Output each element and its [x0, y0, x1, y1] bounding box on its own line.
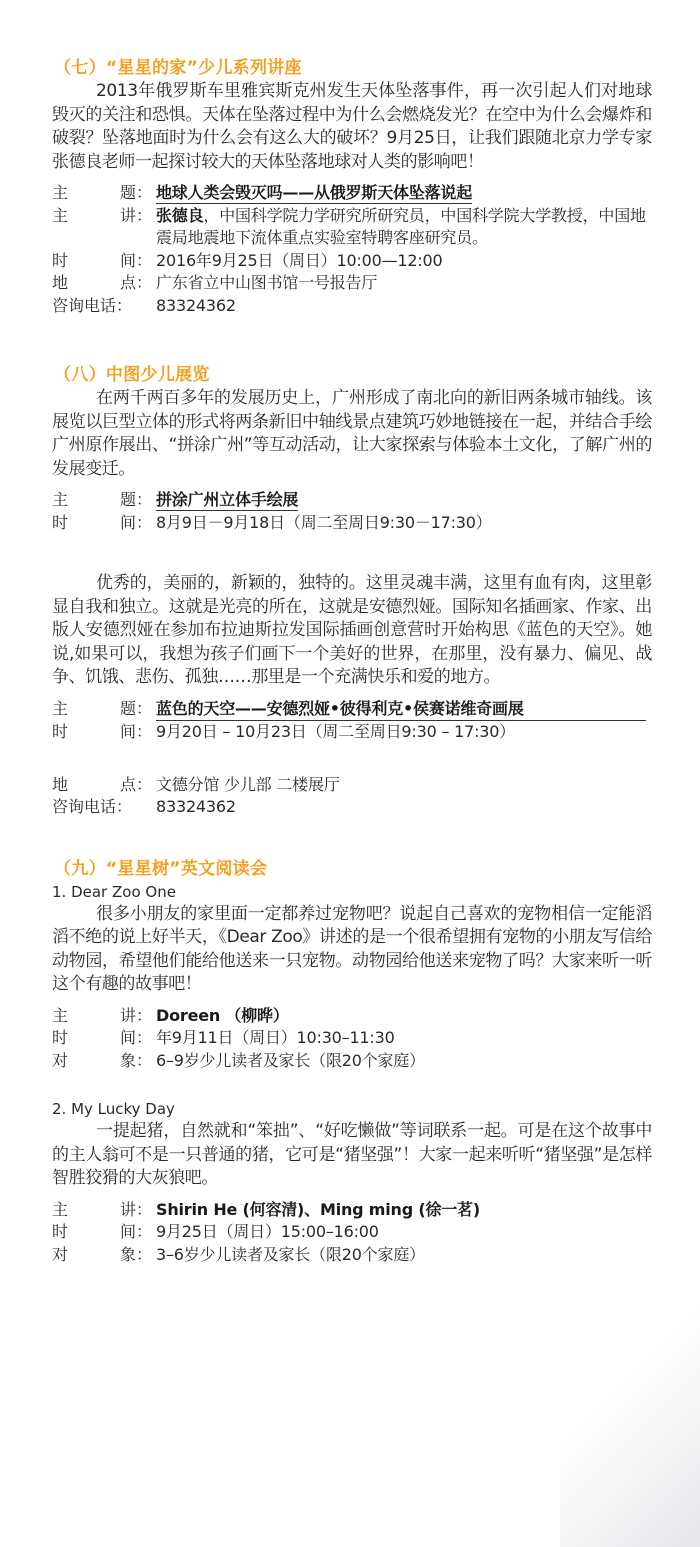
topic-row: [52, 182, 652, 205]
time-row: [52, 1027, 652, 1050]
place-row: [52, 774, 652, 797]
speaker-row: [52, 205, 652, 250]
place-value: 文德分馆 少儿部 二楼展厅: [156, 774, 340, 794]
time-value: 9月20日 – 10月23日（周二至周日9:30 – 17:30）: [156, 722, 516, 741]
phone-label: 咨询电话：: [52, 797, 133, 816]
speaker-label: 主 讲：: [52, 1005, 152, 1025]
phone-value: 83324362: [156, 295, 236, 315]
topic-row: [52, 489, 652, 512]
time-value: 9月25日（周日）15:00–16:00: [156, 1222, 379, 1241]
speaker-label: 主 讲：: [52, 1199, 152, 1219]
reading-1-paragraph: 很多小朋友的家里面一定都养过宠物吧？说起自己喜欢的宠物相信一定能滔滔不绝的说上好半天，《Dear Zoo》讲述的是一个很希望拥有宠物的小朋友写信给动物园，希望他们能给他送来一只宠物。动物园给他送来宠物了吗？大家来听一听这个有趣的故事吧！: [52, 903, 652, 994]
section-title: （七）“星星的家”少儿系列讲座: [54, 58, 302, 78]
section-lecture-series: [52, 56, 652, 317]
speaker-name: 张德良: [156, 205, 204, 225]
audience-label: 对 象：: [52, 1050, 152, 1070]
time-label: 时 间：: [52, 1028, 152, 1047]
place-value: 广东省立中山图书馆一号报告厅: [156, 273, 378, 292]
exhibition-2-paragraph: 优秀的，美丽的，新颖的，独特的。这里灵魂丰满，这里有血有肉，这里彰显自我和独立。这就是光亮的所在，这就是安德烈娅。国际知名插画家、作家、出版人安德烈娅在参加布拉迪斯拉发国际插画创意营时开始构思《蓝色的天空》。她说,如果可以，我想为孩子们画下一个美好的世界，在那里，没有暴力、偏见、战争、饥饿、悲伤、孤独……那里是一个充满快乐和爱的地方。: [52, 573, 652, 687]
corner-shadow-decoration: [560, 1287, 700, 1547]
phone-value: 83324362: [156, 797, 236, 816]
audience-row: [52, 1050, 652, 1073]
section-title: （九）“星星树”英文阅读会: [54, 858, 268, 879]
speaker-name: Shirin He (何容清)、Ming ming (徐一茗): [156, 1199, 480, 1219]
document-page: [52, 56, 652, 1266]
section-exhibitions: [52, 363, 652, 819]
lecture-topic: 地球人类会毁灭吗——从俄罗斯天体坠落说起: [156, 183, 473, 202]
speaker-row: [52, 1199, 652, 1222]
phone-row: [52, 796, 652, 819]
time-row: [52, 721, 652, 744]
speaker-description: ，中国科学院力学研究所研究员，中国科学院大学教授，中国地震局地震地下流体重点实验室特聘客座研究员。: [156, 205, 646, 247]
exhibition-1-paragraph: 在两千两百多年的发展历史上，广州形成了南北向的新旧两条城市轴线。该展览以巨型立体的形式将两条新旧中轴线景点建筑巧妙地链接在一起，并结合手绘广州原作展出、“拼涂广州”等互动活动，让大家探索与体验本土文化，了解广州的发展变迁。: [52, 388, 652, 479]
section-title: （八）中图少儿展览: [54, 365, 210, 385]
exhibition-1-topic: 拼涂广州立体手绘展: [156, 490, 299, 509]
time-row: [52, 1221, 652, 1244]
audience-value: 6–9岁少儿读者及家长（限20个家庭）: [156, 1050, 425, 1070]
time-value: 2016年9月25日（周日）10:00—12:00: [156, 250, 443, 270]
phone-row: [52, 295, 652, 318]
speaker-name: Doreen （柳晔）: [156, 1005, 289, 1025]
time-label: 时 间：: [52, 722, 152, 741]
time-label: 时 间：: [52, 1222, 152, 1241]
time-row: [52, 250, 652, 273]
place-label: 地 点：: [52, 774, 152, 794]
reading-2-heading: 2. My Lucky Day: [52, 1100, 175, 1118]
topic-label: 主 题：: [52, 698, 152, 718]
section-intro-paragraph: 2013年俄罗斯车里雅宾斯克州发生天体坠落事件，再一次引起人们对地球毁灭的关注和恐惧。天体在坠落过程中为什么会燃烧发光？在空中为什么会爆炸和破裂？坠落地面时为什么会有这么大的破坏？9月25日，让我们跟随北京力学专家张德良老师一起探讨较大的天体坠落地球对人类的影响吧！: [52, 81, 652, 172]
speaker-label: 主 讲：: [52, 205, 152, 225]
reading-2-paragraph: 一提起猪，自然就和“笨拙”、“好吃懒做”等词联系一起。可是在这个故事中的主人翁可不是一只普通的猪，它可是“猪坚强”！大家一起来听听“猪坚强”是怎样智胜狡猾的大灰狼吧。: [52, 1121, 652, 1188]
time-label: 时 间：: [52, 250, 152, 270]
reading-1-heading: 1. Dear Zoo One: [52, 882, 176, 901]
audience-row: [52, 1244, 652, 1267]
place-label: 地 点：: [52, 273, 152, 292]
time-label: 时 间：: [52, 512, 152, 532]
phone-label: 咨询电话：: [52, 295, 133, 315]
audience-value: 3–6岁少儿读者及家长（限20个家庭）: [156, 1244, 425, 1264]
place-row: [52, 272, 652, 295]
time-row: [52, 512, 652, 535]
speaker-row: [52, 1005, 652, 1028]
topic-row: [52, 698, 652, 722]
audience-label: 对 象：: [52, 1244, 152, 1264]
time-value: 8月9日－9月18日（周二至周日9:30－17:30）: [156, 512, 492, 532]
topic-label: 主 题：: [52, 490, 152, 509]
exhibition-2-topic: 蓝色的天空——安德烈娅•彼得利克•侯赛诺维奇画展: [156, 698, 646, 722]
time-value: 年9月11日（周日）10:30–11:30: [156, 1028, 395, 1047]
section-english-reading: [52, 857, 652, 1267]
topic-label: 主 题：: [52, 183, 152, 202]
